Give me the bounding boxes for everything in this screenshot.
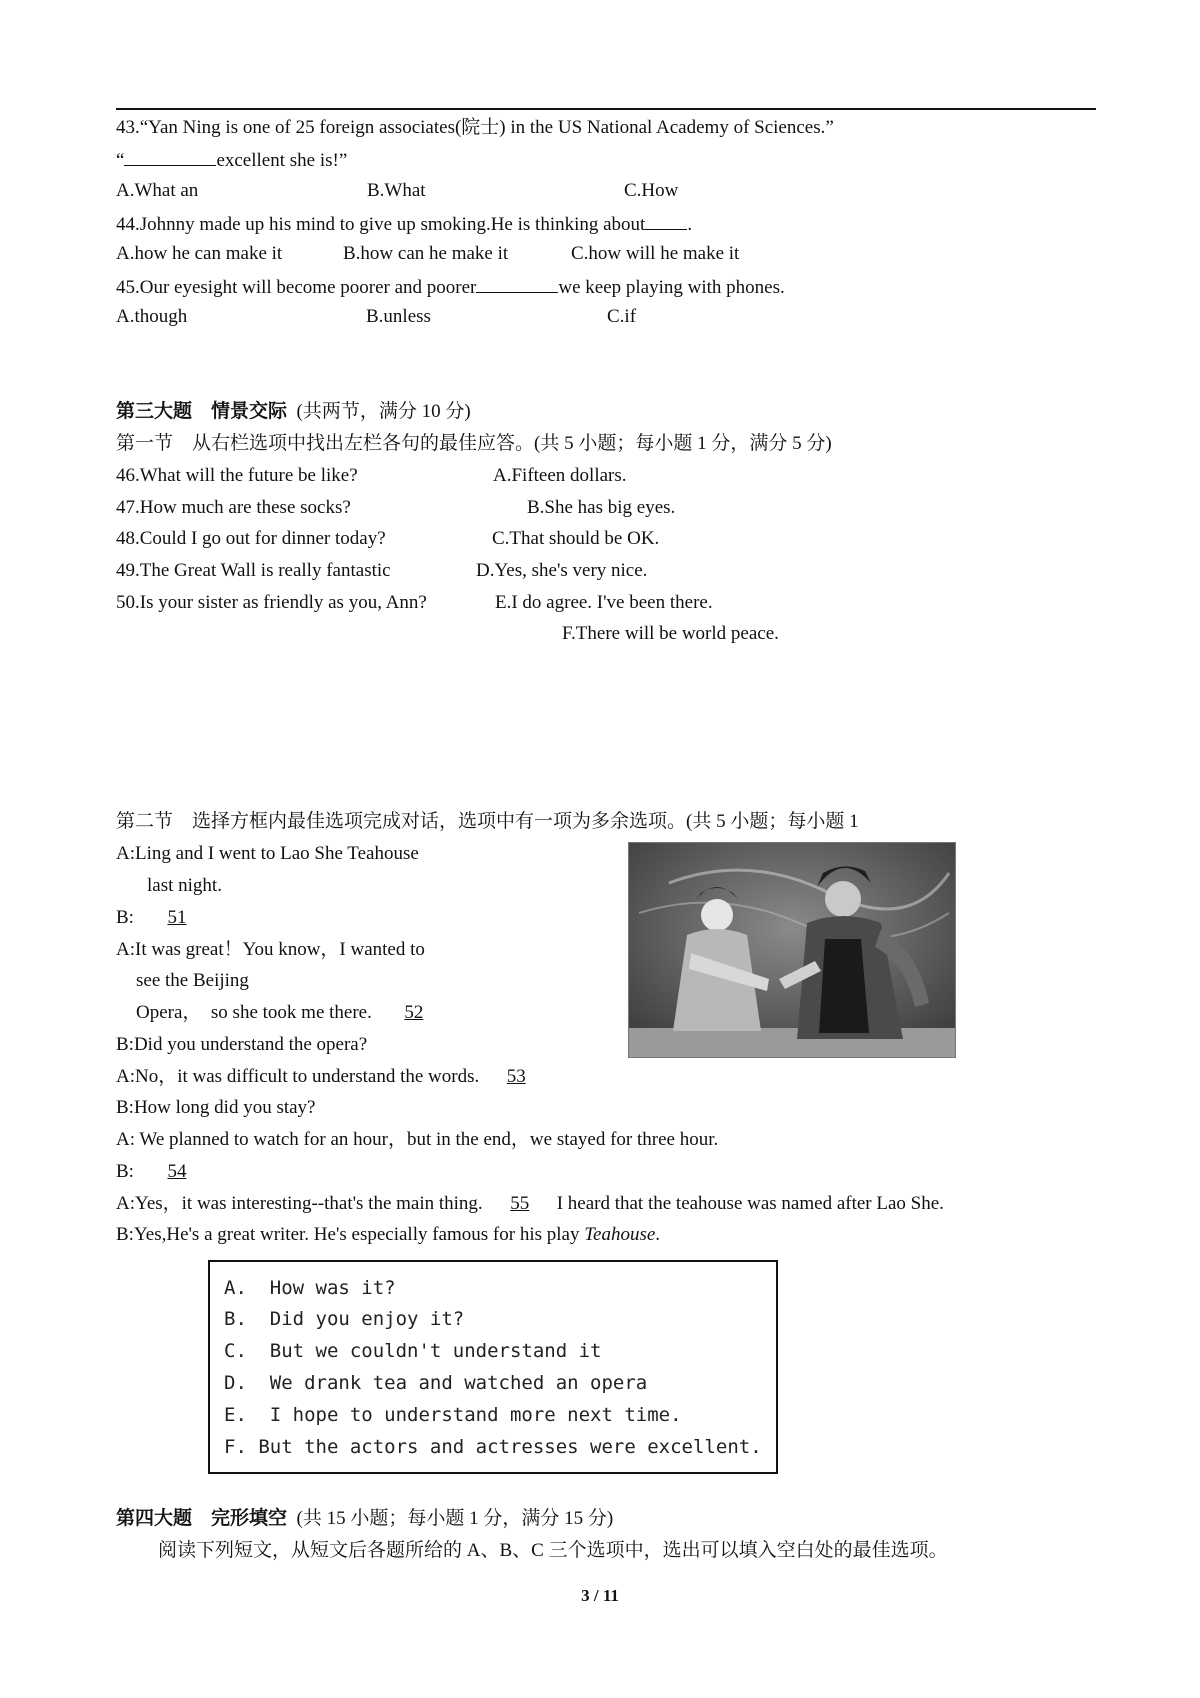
speaker-b: B: — [116, 907, 134, 928]
dialogue-line-2 — [116, 907, 220, 930]
option-d: D. We drank tea and watched an opera — [224, 1372, 648, 1394]
dialogue-line-9b: I heard that the teahouse was named after Lao She. — [556, 1193, 944, 1214]
q43-option-a: A.What an — [116, 180, 199, 201]
q44-stem — [116, 212, 692, 237]
dialogue-line-8 — [116, 1161, 220, 1184]
q44-blank — [645, 212, 687, 230]
speaker-b: B: — [116, 1161, 134, 1182]
q43-option-c: C.How — [624, 180, 679, 201]
section3-title — [116, 401, 471, 424]
quote-open: “ — [116, 150, 125, 171]
q45-option-a: A.though — [116, 306, 188, 327]
q43-stem: 43.“Yan Ning is one of 25 foreign associates(院士) in the US National Academy of Sciences.” — [116, 117, 834, 138]
matching-answer-d: D.Yes, she's very nice. — [476, 560, 648, 581]
section3-note: (共两节，满分 10 分) — [296, 401, 471, 422]
section3-part2-heading: 第二节 选择方框内最佳选项完成对话，选项中有一项为多余选项。(共 5 小题；每小题 1 — [116, 811, 859, 832]
option-a: A. How was it? — [224, 1277, 396, 1299]
dialogue-line-1b: last night. — [147, 875, 222, 896]
section4-note: (共 15 小题；每小题 1 分，满分 15 分) — [296, 1508, 614, 1529]
dialogue-line-3c-text: Opera， so she took me there. — [136, 1002, 372, 1023]
blank-53: 53 — [506, 1066, 526, 1087]
blank-54: 54 — [167, 1161, 187, 1182]
matching-answer-a: A.Fifteen dollars. — [493, 465, 627, 486]
matching-answer-b: B.She has big eyes. — [527, 497, 676, 518]
matching-answer-c: C.That should be OK. — [492, 528, 660, 549]
matching-question-48: 48.Could I go out for dinner today? — [116, 528, 386, 549]
q43-quote — [116, 148, 347, 173]
q45-blank — [476, 275, 558, 293]
matching-question-49: 49.The Great Wall is really fantastic — [116, 560, 391, 581]
matching-question-50: 50.Is your sister as friendly as you, Ann? — [116, 592, 427, 613]
option-f: F. But the actors and actresses were excellent. — [224, 1436, 762, 1458]
q45-stem-a: 45.Our eyesight will become poorer and poorer — [116, 277, 477, 298]
option-b: B. Did you enjoy it? — [224, 1308, 465, 1330]
blank-52: 52 — [404, 1002, 424, 1023]
q44-stem-text: 44.Johnny made up his mind to give up smoking.He is thinking about — [116, 214, 646, 235]
option-e: E. I hope to understand more next time. — [224, 1404, 682, 1426]
beijing-opera-photo — [628, 842, 956, 1058]
matching-question-47: 47.How much are these socks? — [116, 497, 351, 518]
section4-name: 完形填空 — [211, 1508, 288, 1529]
q44-stem-end: . — [687, 214, 693, 235]
section4-instruction: 阅读下列短文，从短文后各题所给的 A、B、C 三个选项中，选出可以填入空白处的最佳选项。 — [158, 1540, 948, 1561]
section4-title — [116, 1508, 613, 1531]
dialogue-line-10a: B:Yes,He's a great writer. He's especially famous for his play — [116, 1224, 585, 1245]
dialogue-line-5-text: A:No，it was difficult to understand the words. — [116, 1066, 480, 1087]
q45-stem — [116, 275, 785, 300]
dialogue-line-5 — [116, 1066, 553, 1089]
dialogue-line-10b: . — [655, 1224, 661, 1245]
dialogue-line-9 — [116, 1193, 944, 1216]
dialogue-line-3a: A:It was great！You know，I wanted to — [116, 939, 425, 960]
opera-performers-illustration — [629, 843, 955, 1057]
blank-55: 55 — [510, 1193, 530, 1214]
dialogue-line-7: A: We planned to watch for an hour，but in the end，we stayed for three hour. — [116, 1129, 719, 1150]
play-title: Teahouse — [584, 1224, 656, 1245]
dialogue-options-box — [208, 1260, 778, 1474]
q44-option-a: A.how he can make it — [116, 243, 283, 264]
section3-part1-heading: 第一节 从右栏选项中找出左栏各句的最佳应答。(共 5 小题；每小题 1 分，满分 5 分) — [116, 433, 832, 454]
quote-rest: excellent she is!” — [216, 150, 348, 171]
section4-number: 第四大题 — [116, 1508, 193, 1529]
matching-answer-e: E.I do agree. I've been there. — [495, 592, 713, 613]
blank-51: 51 — [167, 907, 187, 928]
dialogue-line-3c — [136, 1002, 456, 1025]
dialogue-line-4: B:Did you understand the opera? — [116, 1034, 368, 1055]
q44-option-c: C.how will he make it — [571, 243, 740, 264]
option-c: C. But we couldn't understand it — [224, 1340, 602, 1362]
top-rule — [116, 108, 1096, 110]
q43-option-b: B.What — [367, 180, 426, 201]
dialogue-line-10 — [116, 1224, 660, 1247]
matching-answer-f: F.There will be world peace. — [562, 623, 779, 644]
q43-blank — [124, 148, 216, 166]
section3-number: 第三大题 — [116, 401, 193, 422]
dialogue-line-6: B:How long did you stay? — [116, 1097, 316, 1118]
matching-question-46: 46.What will the future be like? — [116, 465, 358, 486]
dialogue-line-1a: A:Ling and I went to Lao She Teahouse — [116, 843, 419, 864]
q45-option-b: B.unless — [366, 306, 431, 327]
dialogue-line-3b: see the Beijing — [136, 970, 249, 991]
q45-stem-b: we keep playing with phones. — [558, 277, 785, 298]
dialogue-line-9a: A:Yes，it was interesting--that's the main thing. — [116, 1193, 483, 1214]
q45-option-c: C.if — [607, 306, 637, 327]
q44-option-b: B.how can he make it — [343, 243, 509, 264]
page-number: 3 / 11 — [581, 1586, 619, 1605]
section3-name: 情景交际 — [211, 401, 288, 422]
